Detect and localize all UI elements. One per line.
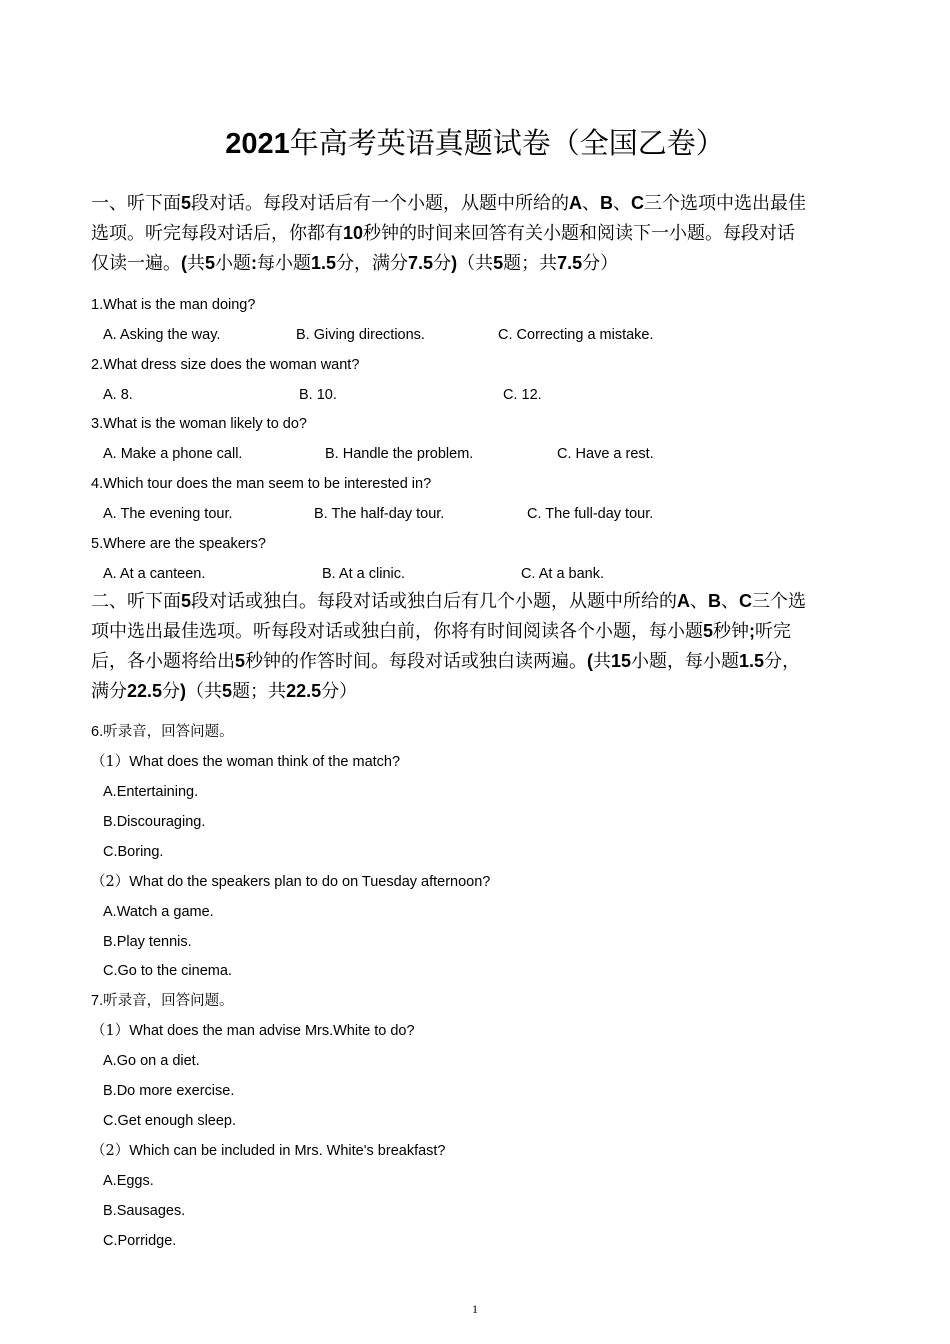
text-run: 小题，每小题 <box>631 651 740 672</box>
text-run: 秒钟的作答时间。每段对话或独白读两遍。 <box>245 651 588 672</box>
text-run: 分） <box>321 681 358 702</box>
bold-text: A <box>677 591 691 611</box>
q3-option-c: C. Have a rest. <box>557 446 654 462</box>
q7-2-option-a: A.Eggs. <box>103 1173 154 1189</box>
text-run: 每小题 <box>257 253 312 274</box>
text-run: 满分 <box>91 681 127 702</box>
text-run: 题；共 <box>232 681 287 702</box>
section-1-line <box>91 248 618 279</box>
q2-option-c: C. 12. <box>503 387 542 403</box>
bold-text: 5 <box>181 193 192 213</box>
q6-2-option-c: C.Go to the cinema. <box>103 963 232 979</box>
title-year: 2021 <box>225 128 290 160</box>
bold-text: 5 <box>205 253 216 273</box>
bold-text: C <box>631 193 645 213</box>
question-5: 5.Where are the speakers? <box>91 536 266 552</box>
bold-text: 10 <box>343 223 364 243</box>
q5-option-a: A. At a canteen. <box>103 566 206 582</box>
q6-2-option-b: B.Play tennis. <box>103 934 192 950</box>
text-run: 秒钟的时间来回答有关小题和阅读下一小题。每段对话 <box>363 223 796 244</box>
bold-text: 1.5 <box>311 253 337 273</box>
bold-text: 5 <box>493 253 504 273</box>
q6-1-option-c: C.Boring. <box>103 844 164 860</box>
text-run: 段对话或独白。每段对话或独白后有几个小题，从题中所给的 <box>191 591 678 612</box>
q6-2-option-a: A.Watch a game. <box>103 904 214 920</box>
bold-text: ) <box>180 681 187 701</box>
text-run: 、 <box>690 591 709 612</box>
text-run: 分 <box>162 681 181 702</box>
page-number: 1 <box>472 1302 478 1316</box>
q5-option-c: C. At a bank. <box>521 566 605 582</box>
bold-text: 7.5 <box>557 253 583 273</box>
q6-1-option-a: A.Entertaining. <box>103 784 199 800</box>
q7-1-option-b: B.Do more exercise. <box>103 1083 235 1099</box>
text-run: 听完 <box>755 621 792 642</box>
section-2-line <box>91 646 800 677</box>
bold-text: B <box>600 193 614 213</box>
text-run: （共 <box>186 681 223 702</box>
q4-option-b: B. The half-day tour. <box>314 506 445 522</box>
text-run: 小题 <box>215 253 252 274</box>
text-run: 后，各小题将给出 <box>91 651 235 672</box>
bold-text: ; <box>749 621 756 641</box>
question-1: 1.What is the man doing? <box>91 297 256 313</box>
page-title <box>0 122 950 165</box>
section-1-line <box>91 188 806 219</box>
bold-text: 5 <box>703 621 714 641</box>
section-2-line <box>91 586 806 617</box>
q7-sub-2: （2）Which can be included in Mrs. White's breakfast? <box>91 1143 446 1159</box>
q6-sub-1: （1）What does the woman think of the match? <box>91 754 401 770</box>
bold-text: 5 <box>222 681 233 701</box>
text-run: 分） <box>582 253 619 274</box>
text-run: 一、听下面 <box>91 193 181 214</box>
text-run: 仅读一遍。 <box>91 253 181 274</box>
q7-1-option-c: C.Get enough sleep. <box>103 1113 237 1129</box>
bold-text: 1.5 <box>739 651 765 671</box>
text-run: 选项。听完每段对话后，你都有 <box>91 223 343 244</box>
question-3: 3.What is the woman likely to do? <box>91 416 307 432</box>
q1-option-a: A. Asking the way. <box>103 327 221 343</box>
section-2-line <box>91 676 357 707</box>
text-run: 段对话。每段对话后有一个小题，从题中所给的 <box>191 193 570 214</box>
q7-1-option-a: A.Go on a diet. <box>103 1053 200 1069</box>
text-run: 秒钟 <box>713 621 750 642</box>
bold-text: 7.5 <box>408 253 434 273</box>
bold-text: ) <box>451 253 458 273</box>
q1-option-c: C. Correcting a mistake. <box>498 327 654 343</box>
bold-text: 5 <box>235 651 246 671</box>
question-2: 2.What dress size does the woman want? <box>91 357 360 373</box>
bold-text: : <box>251 253 258 273</box>
q4-option-c: C. The full-day tour. <box>527 506 654 522</box>
text-run: 题；共 <box>503 253 558 274</box>
text-run: 共 <box>187 253 205 274</box>
text-run: 、 <box>613 193 632 214</box>
question-6: 6.听录音，回答问题。 <box>91 724 234 740</box>
text-run: 分， <box>764 651 801 672</box>
section-1-line <box>91 218 795 249</box>
text-run: 、 <box>721 591 740 612</box>
q5-option-b: B. At a clinic. <box>322 566 406 582</box>
bold-text: A <box>569 193 583 213</box>
text-run: 、 <box>582 193 601 214</box>
question-7: 7.听录音，回答问题。 <box>91 993 234 1009</box>
q4-option-a: A. The evening tour. <box>103 506 233 522</box>
q7-2-option-b: B.Sausages. <box>103 1203 186 1219</box>
text-run: 共 <box>593 651 612 672</box>
bold-text: C <box>739 591 753 611</box>
question-4: 4.Which tour does the man seem to be interested in? <box>91 476 432 492</box>
text-run: 分 <box>433 253 452 274</box>
bold-text: 5 <box>181 591 192 611</box>
q2-option-a: A. 8. <box>103 387 133 403</box>
text-run: （共 <box>457 253 494 274</box>
text-run: 项中选出最佳选项。听每段对话或独白前，你将有时间阅读各个小题，每小题 <box>91 621 703 642</box>
q1-option-b: B. Giving directions. <box>296 327 425 343</box>
q3-option-a: A. Make a phone call. <box>103 446 243 462</box>
q6-1-option-b: B.Discouraging. <box>103 814 206 830</box>
bold-text: 15 <box>611 651 632 671</box>
bold-text: ( <box>587 651 594 671</box>
text-run: 二、听下面 <box>91 591 181 612</box>
bold-text: 22.5 <box>286 681 322 701</box>
q7-sub-1: （1）What does the man advise Mrs.White to do? <box>91 1023 415 1039</box>
bold-text: B <box>708 591 722 611</box>
text-run: 三个选项中选出最佳 <box>644 193 807 214</box>
bold-text: ( <box>181 253 187 273</box>
q3-option-b: B. Handle the problem. <box>325 446 474 462</box>
q2-option-b: B. 10. <box>299 387 337 403</box>
section-2-line <box>91 616 791 647</box>
text-run: 三个选 <box>752 591 807 612</box>
bold-text: 22.5 <box>127 681 163 701</box>
q6-sub-2: （2）What do the speakers plan to do on Tuesday afternoon? <box>91 874 491 890</box>
title-text: 年高考英语真题试卷（全国乙卷） <box>289 126 725 160</box>
text-run: 分，满分 <box>336 253 409 274</box>
q7-2-option-c: C.Porridge. <box>103 1233 177 1249</box>
